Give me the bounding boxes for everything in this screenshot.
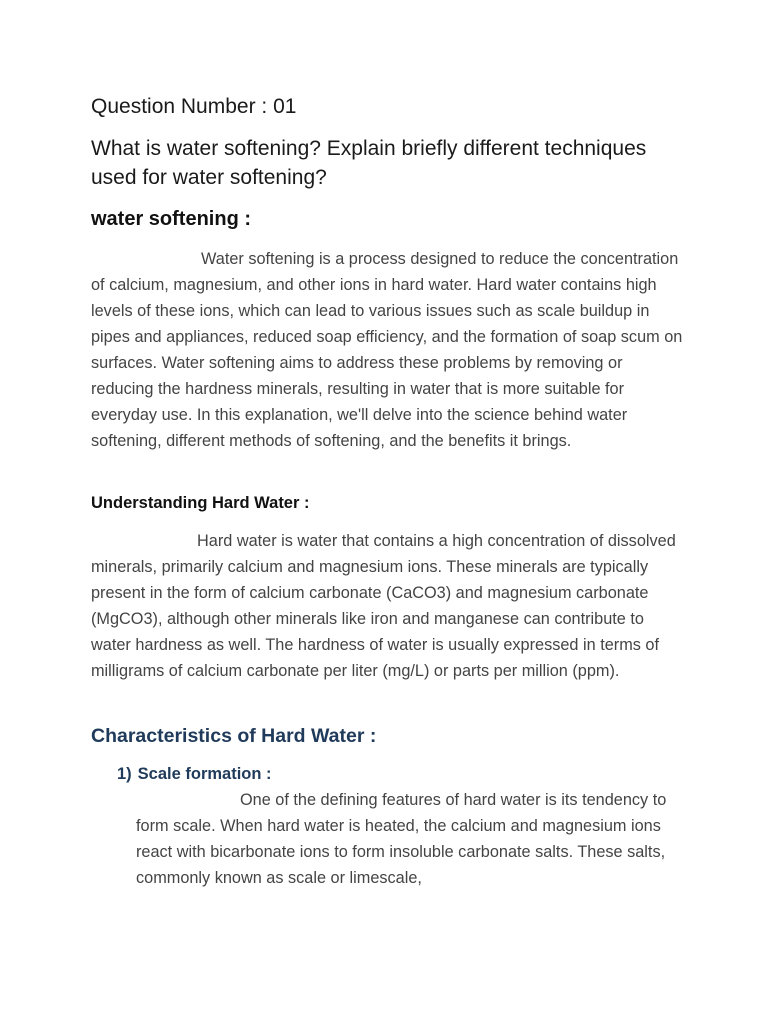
heading-characteristics: Characteristics of Hard Water : bbox=[91, 725, 377, 747]
paragraph-water-softening bbox=[91, 246, 683, 454]
list-item-heading bbox=[117, 761, 272, 787]
list-item-number: 1) bbox=[117, 765, 132, 783]
list-item-text: One of the defining features of hard water is its tendency to form scale. When hard water is heated, the calcium and magnesium ions react with bicarbonate ions to form insoluble carbonate salts. These salts, commonly known as scale or limescale, bbox=[136, 791, 667, 887]
paragraph-water-softening-text: Water softening is a process designed to reduce the concentration of calcium, magnesium, and other ions in hard water. Hard water contains high levels of these ions, which can lead to various issues such as scale buildup in pipes and appliances, reduced soap efficiency, and the formation of soap scum on surfaces. Water softening aims to address these problems by removing or reducing the hardness minerals, resulting in water that is more suitable for everyday use. In this explanation, we'll delve into the science behind water softening, different methods of softening, and the benefits it brings. bbox=[91, 250, 683, 450]
list-item-title: Scale formation : bbox=[137, 765, 272, 783]
paragraph-understanding-hard-water bbox=[91, 528, 683, 684]
question-text: What is water softening? Explain briefly different techniques used for water softening? bbox=[91, 137, 647, 189]
question-number: Question Number : 01 bbox=[91, 95, 297, 118]
heading-understanding-hard-water: Understanding Hard Water : bbox=[91, 494, 310, 512]
list-item-paragraph bbox=[136, 787, 676, 891]
paragraph-understanding-text: Hard water is water that contains a high concentration of dissolved minerals, primarily calcium and magnesium ions. These minerals are typically present in the form of calcium carbonate (CaCO3) and magnesium carbonate (MgCO3), although other minerals like iron and manganese can contribute to water hardness as well. The hardness of water is usually expressed in terms of milligrams of calcium carbonate per liter (mg/L) or parts per million (ppm). bbox=[91, 532, 676, 680]
heading-water-softening: water softening : bbox=[91, 208, 252, 230]
